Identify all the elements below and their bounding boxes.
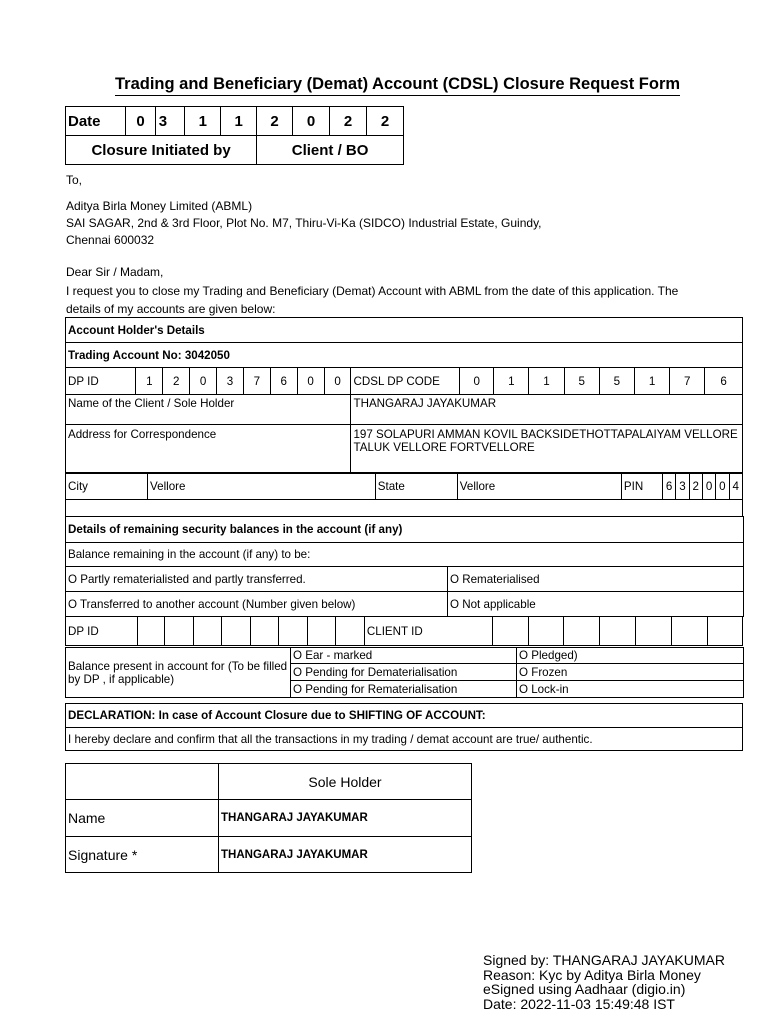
transfer-ids-table [65,616,743,646]
request-text: details of my accounts are given below: [66,302,276,316]
pin-digit: 4 [729,474,742,500]
date-digit: 3 [155,107,185,136]
declaration-table [65,703,743,751]
dp-id-digit: 0 [190,368,217,395]
client-id-cell[interactable] [636,617,672,646]
state-label: State [375,474,457,500]
blank-row [66,500,743,517]
option-partly[interactable]: O Partly rematerialisted and partly transferred. [66,567,448,592]
client-id-cell[interactable] [528,617,564,646]
cdsl-dp-code-digit: 0 [460,368,494,395]
sole-holder-label: Sole Holder [219,764,472,800]
balances-header: Details of remaining security balances in the account (if any) [66,517,744,543]
city-label: City [66,474,148,500]
request-text: I request you to close my Trading and Beneficiary (Demat) Account with ABML from the date of this application. The [66,284,679,298]
dp-id-digit: 0 [297,368,324,395]
transfer-dp-id-cell[interactable] [336,617,365,646]
option-transferred[interactable]: O Transferred to another account (Number given below) [66,592,448,617]
date-table [65,106,404,165]
pin-digit: 0 [702,474,715,500]
balance-present-table [65,647,744,698]
account-details-table [65,317,743,473]
transfer-dp-id-label: DP ID [66,617,138,646]
option-frozen[interactable]: O Frozen [517,664,744,681]
declaration-header: DECLARATION: In case of Account Closure due to SHIFTING OF ACCOUNT: [66,704,743,728]
salutation: Dear Sir / Madam, [66,265,164,279]
balance-present-label: Balance present in account for (To be filled by DP , if applicable) [66,648,291,698]
option-pending-demat[interactable]: O Pending for Dematerialisation [291,664,517,681]
client-id-cell[interactable] [708,617,743,646]
transfer-dp-id-cell[interactable] [222,617,251,646]
name-label: Name [66,800,219,837]
address-label: Address for Correspondence [66,425,351,473]
client-id-cell[interactable] [672,617,708,646]
transfer-dp-id-cell[interactable] [165,617,194,646]
dp-id-digit: 1 [136,368,163,395]
transfer-dp-id-cell[interactable] [307,617,336,646]
dp-id-digit: 3 [217,368,244,395]
name-value: THANGARAJ JAYAKUMAR [219,800,472,837]
date-digit: 1 [221,107,257,136]
date-digit: 2 [257,107,293,136]
date-digit: 0 [126,107,156,136]
cdsl-dp-code-digit: 5 [599,368,634,395]
esign-date: Date: 2022-11-03 15:49:48 IST [483,995,675,1012]
account-holder-header: Account Holder's Details [66,318,743,343]
trading-account-number: 3042050 [184,348,230,362]
option-lock-in[interactable]: O Lock-in [517,681,744,698]
client-id-cell[interactable] [564,617,600,646]
transfer-dp-id-cell[interactable] [250,617,279,646]
esign-block [483,953,725,1011]
dp-id-digit: 0 [324,368,351,395]
transfer-dp-id-cell[interactable] [137,617,164,646]
transfer-dp-id-cell[interactable] [279,617,308,646]
dp-id-digit: 6 [270,368,297,395]
pin-digit: 2 [689,474,702,500]
pin-digit: 3 [676,474,689,500]
closure-initiated-by-label: Closure Initiated by [66,136,257,165]
cdsl-dp-code-digit: 7 [670,368,705,395]
address-line: SAI SAGAR, 2nd & 3rd Floor, Plot No. M7, Thiru-Vi-Ka (SIDCO) Industrial Estate, Guindy, [66,216,542,230]
dp-id-digit: 2 [163,368,190,395]
option-not-applicable[interactable]: O Not applicable [448,592,744,617]
state-value: Vellore [457,474,621,500]
cdsl-dp-code-digit: 1 [494,368,529,395]
declaration-text: I hereby declare and confirm that all the transactions in my trading / demat account are true/ authentic. [66,728,743,751]
esign-method: eSigned using Aadhaar (digio.in) [483,981,686,997]
date-digit: 1 [185,107,221,136]
dp-id-label: DP ID [66,368,136,395]
date-digit: 0 [293,107,330,136]
balance-remaining-label: Balance remaining in the account (if any) to be: [66,543,744,567]
address-line: Aditya Birla Money Limited (ABML) [66,199,253,213]
form-title: Trading and Beneficiary (Demat) Account (CDSL) Closure Request Form [115,75,680,96]
cdsl-dp-code-digit: 6 [705,368,743,395]
trading-account-label: Trading Account No: [68,348,182,362]
client-name-label: Name of the Client / Sole Holder [66,395,351,425]
signature-label: Signature * [66,837,219,873]
option-pending-remat[interactable]: O Pending for Rematerialisation [291,681,517,698]
signature-value: THANGARAJ JAYAKUMAR [219,837,472,873]
cdsl-dp-code-digit: 1 [529,368,564,395]
signature-table [65,763,472,873]
address-line: Chennai 600032 [66,233,155,247]
date-label: Date [66,107,126,136]
blank-cell [66,764,219,800]
city-state-pin-table [65,473,743,517]
client-id-label: CLIENT ID [364,617,492,646]
closure-initiated-by-value: Client / BO [257,136,404,165]
address-value: 197 SOLAPURI AMMAN KOVIL BACKSIDETHOTTAPALAIYAM VELLORE TALUK VELLORE FORTVELLORE [351,425,743,473]
client-id-cell[interactable] [600,617,636,646]
pin-digit: 0 [716,474,729,500]
esign-signed-by: Signed by: THANGARAJ JAYAKUMAR [483,952,725,968]
trading-account-row [66,343,743,368]
dp-id-digit: 7 [243,368,270,395]
option-pledged[interactable]: O Pledged) [517,648,744,664]
transfer-dp-id-cell[interactable] [193,617,222,646]
cdsl-dp-code-digit: 1 [634,368,669,395]
pin-digit: 6 [662,474,675,500]
cdsl-dp-code-digit: 5 [564,368,599,395]
option-rematerialised[interactable]: O Rematerialised [448,567,744,592]
esign-reason: Reason: Kyc by Aditya Birla Money [483,966,701,983]
date-digit: 2 [330,107,367,136]
option-ear-marked[interactable]: O Ear - marked [291,648,517,664]
cdsl-dp-code-label: CDSL DP CODE [351,368,460,395]
city-value: Vellore [148,474,376,500]
to-label: To, [66,173,83,187]
pin-label: PIN [621,474,662,500]
client-name-value: THANGARAJ JAYAKUMAR [351,395,743,425]
client-id-cell[interactable] [492,617,528,646]
date-digit: 2 [366,107,403,136]
balances-table [65,516,744,617]
